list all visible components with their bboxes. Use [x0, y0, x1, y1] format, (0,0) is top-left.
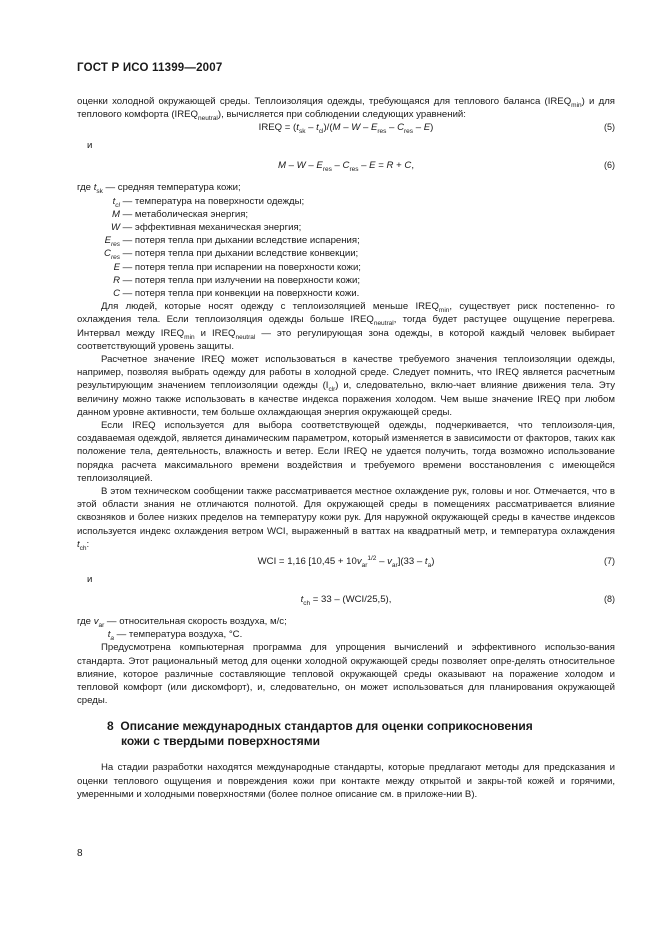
definitions-list-2: [77, 615, 615, 641]
program-paragraph: Предусмотрена компьютерная программа для упрощения вычислений и эффективного использо-вания стандарта. Этот рациональный метод для оценки холодной окружающей среды позволяет опре-делять относительное влияние, которое различные составляющие тепловой окружающей среды оказывают на поражение холодом и тепловой комфорт (или дискомфорт), и, следовательно, он может использоваться для планирования окружающей среды.: [77, 642, 615, 707]
equation-6-number: (6): [604, 160, 615, 171]
calc-paragraph: Расчетное значение IREQ может использоваться в качестве требуемого значения теплоизоляции одежды, например, позволяя выбрать одежду для работы в холодной среде. Следует помнить, что IREQ является расчетным результирующим значением теплоизоляции одежды $(I_{clr})$ и, следовательно, вклю-чает влияние движения тела. Эту величину можно также использовать в качестве индекса поражения холодом. Чем выше значение IREQ при любом данном уровне активности, тем больше охлаждающая энергия окружающей среды.: [77, 353, 615, 418]
equation-8-number: (8): [604, 593, 615, 604]
definition-item: R — потеря тепла при излучении на поверхности кожи;: [113, 274, 360, 286]
equation-8-expression: $t_{ch} = 33 - (WCI/25,5)$,: [300, 593, 392, 607]
definition-item: M — метаболическая энергия;: [112, 208, 249, 220]
definition-item: $E_{res}$ — потеря тепла при дыхании вследствие испарения;: [104, 235, 360, 249]
definition-item: $t_{cl}$ — температура на поверхности одежды;: [112, 195, 305, 209]
standard-header: ГОСТ Р ИСО 11399—2007: [77, 62, 223, 74]
section-8-paragraph: На стадии разработки находятся международные стандарты, которые предлагают методы для предсказания и оценки теплового ощущения и повреждения кожи при контакте между открытой и закры-той кожей и горячими, умеренными и холодными поверхностями (более полное описание см. в приложе-нии В).: [77, 762, 615, 800]
page-number: 8: [77, 848, 83, 859]
section-8-heading: [77, 719, 615, 749]
equation-7-expression: WCI = 1,16 $[10,45 + 10v_{ar}^{1/2} - v_{ar}](33 - t_a)$: [257, 554, 435, 569]
equation-8: [77, 593, 615, 607]
equation-5: [77, 121, 615, 135]
intro-paragraph: оценки холодной окружающей среды. Теплоизоляция одежды, требующаяся для теплового баланса $(IREQ_{min})$ и для теплового комфорта $(IREQ_{neutral})$, вычисляется при соблюдении следующих уравнений:: [77, 96, 615, 123]
equation-5-number: (5): [604, 122, 615, 133]
if-paragraph: Если IREQ используется для выбора соответствующей одежды, подчеркивается, что теплоизоля-ция, создаваемая одеждой, является динамическим параметром, который изменяется в зависимости от факторов, таких как положение тела, деятельность, влажность и ветер. Если IREQ не удается получить, тогда возможно использование порядка расчета максимального времени воздействия и требуемого времени восстановления с имеющейся теплоизоляцией.: [77, 419, 615, 484]
definition-item: W — эффективная механическая энергия;: [110, 221, 302, 233]
equation-6-expression: $M - W - E_{res} - C_{res} - E = R + C$,: [278, 160, 414, 174]
section-title-line2: кожи с твердыми поверхностями: [121, 734, 321, 749]
definition-item: $C_{res}$ — потеря тепла при дыхании вследствие конвекции;: [104, 248, 359, 262]
equation-6: [77, 159, 615, 173]
definition-item: $t_a$ — температура воздуха, °С.: [107, 629, 243, 643]
equation-7: [77, 555, 615, 569]
people-paragraph: Для людей, которые носят одежду с теплоизоляцией меньше $IREQ_{min}$, существует риск постепенно- го охлаждения тела. Если теплоизоляция одежды больше $IREQ_{neutral}$, тогда будет растущее ощущение перегрева. Интервал между $IREQ_{min}$ и $IREQ_{neutral}$ — это регулирующая зона одежды, в которой каждый человек выбирает соответствующий уровень защиты.: [77, 301, 616, 352]
definition-item: E — потеря тепла при испарении на поверхности кожи;: [113, 261, 361, 273]
equation-7-number: (7): [604, 555, 615, 566]
local-cooling-paragraph: В этом техническом сообщении также рассматривается местное охлаждение рук, головы и ног. Отмечается, что в этой области знания не отличаются полнотой. Для окружающей среды в помещениях рассматривается влияние сквозняков и более низких пределов на температуру кожи рук. Для наружной окружающей среды в качестве индексов используется индекс охлаждения ветром WCI, выраженный в ваттах на квадратный метр, и температура охлаждения $t_{ch}$:: [77, 485, 615, 552]
conjunction-and: и: [87, 573, 93, 585]
conjunction-and: и: [87, 140, 93, 152]
definition-item: где $t_{sk}$ — средняя температура кожи;: [77, 182, 241, 196]
document-body: [77, 95, 615, 801]
section-title-line1: Описание международных стандартов для оценки соприкосновения: [120, 719, 533, 734]
section-number: 8: [107, 719, 114, 734]
definitions-list: [77, 181, 615, 300]
definition-item: где $v_{ar}$ — относительная скорость воздуха, м/с;: [77, 615, 287, 629]
equation-5-expression: IREQ = $(t_{sk} - t_{cl})/(M$ – W – $E_{res} - C_{res} - E$): [258, 122, 434, 136]
definition-item: C — потеря тепла при конвекции на поверхности кожи.: [113, 287, 360, 299]
